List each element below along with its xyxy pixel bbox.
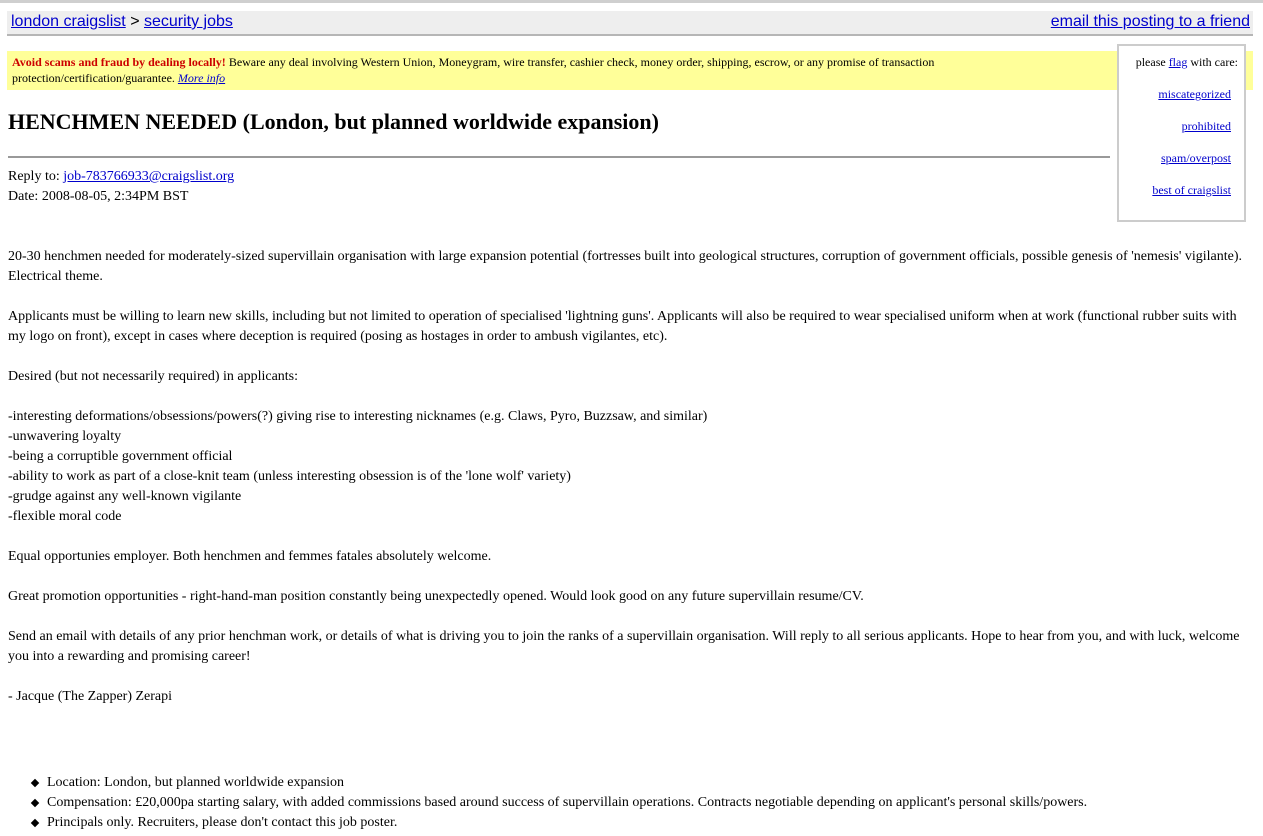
list-item: -interesting deformations/obsessions/powers(?) giving rise to interesting nicknames (e.g. Claws, Pyro, Buzzsaw, and similar) — [8, 409, 708, 424]
signature: - Jacque (The Zapper) Zerapi — [8, 689, 173, 704]
scam-warning — [7, 51, 1253, 90]
flag-box — [1117, 44, 1246, 222]
body-paragraph: Applicants must be willing to learn new skills, including but not limited to operation of specialised 'lightning guns'. Applicants will also be required to wear specialised uniform when at work (functional rubber suits with my logo on front), except in cases where deception is required (posing as hostages in order to ambush vigilantes, etc). — [8, 309, 1237, 344]
scam-warning-text: Beware any deal involving Western Union, Moneygram, wire transfer, cashier check, money order, shipping, escrow, or any promise of transaction protection/certification/guarantee. — [12, 55, 935, 85]
body-paragraph: Desired (but not necessarily required) in applicants: — [8, 369, 299, 384]
list-item: -ability to work as part of a close-knit team (unless interesting obsession is of the 'lone wolf' variety) — [8, 469, 571, 484]
flag-prefix: please — [1135, 55, 1166, 69]
detail-text: Compensation: £20,000pa starting salary, with added commissions based around success of supervillain operations. Contracts negotiable depending on applicant's personal skills/powers. — [47, 795, 1088, 810]
top-border — [0, 0, 1263, 3]
list-item: -grudge against any well-known vigilante — [8, 489, 242, 504]
reply-email-link[interactable]: job-783766933@craigslist.org — [63, 169, 235, 184]
flag-prohibited-link[interactable]: prohibited — [1181, 119, 1231, 133]
detail-item — [47, 773, 1087, 793]
body-paragraph: 20-30 henchmen needed for moderately-sized supervillain organisation with large expansion potential (fortresses built into geological structures, corruption of government officials, possible genesis of 'nemesis' vigilante). Electrical theme. — [8, 249, 1243, 284]
flag-suffix: with care: — [1190, 55, 1238, 69]
breadcrumb-bar — [7, 11, 1253, 36]
desired-list — [8, 407, 1258, 527]
title-divider — [8, 156, 1110, 158]
flag-header — [1136, 55, 1238, 70]
reply-label: Reply to: — [8, 169, 60, 184]
posting-details — [47, 773, 1087, 833]
email-to-friend-link[interactable]: email this posting to a friend — [1050, 13, 1250, 30]
more-info-link[interactable]: More info — [177, 71, 226, 85]
detail-item — [47, 793, 1087, 813]
breadcrumb-section-link[interactable]: security jobs — [143, 13, 233, 30]
bullet-icon — [31, 799, 39, 807]
posting-body — [8, 247, 1258, 727]
breadcrumb-site-link[interactable]: london craigslist — [11, 13, 126, 30]
best-of-craigslist-link[interactable]: best of craigslist — [1152, 183, 1231, 197]
bullet-icon — [31, 779, 39, 787]
breadcrumb — [11, 13, 233, 31]
scam-warning-headline: Avoid scams and fraud by dealing locally! — [12, 55, 226, 69]
body-paragraph: Equal opportunies employer. Both henchmen and femmes fatales absolutely welcome. — [8, 549, 492, 564]
posting-title: HENCHMEN NEEDED (London, but planned worldwide expansion) — [8, 109, 659, 134]
body-paragraph: Send an email with details of any prior henchman work, or details of what is driving you to join the ranks of a supervillain organisation. Will reply to all serious applicants. Hope to hear from you, and with luck, welcome you into a rewarding and promising career! — [8, 629, 1240, 664]
detail-text: Principals only. Recruiters, please don't contact this job poster. — [47, 815, 398, 830]
posting-meta — [8, 167, 234, 207]
flag-link[interactable]: flag — [1168, 55, 1188, 69]
flag-miscategorized-link[interactable]: miscategorized — [1158, 87, 1231, 101]
list-item: -flexible moral code — [8, 509, 122, 524]
bullet-icon — [31, 819, 39, 827]
detail-text: Location: London, but planned worldwide expansion — [47, 775, 345, 790]
breadcrumb-separator: > — [130, 13, 140, 30]
list-item: -being a corruptible government official — [8, 449, 233, 464]
date-value: 2008-08-05, 2:34PM BST — [41, 189, 189, 204]
date-label: Date: — [8, 189, 39, 204]
list-item: -unwavering loyalty — [8, 429, 122, 444]
body-paragraph: Great promotion opportunities - right-hand-man position constantly being unexpectedly opened. Would look good on any future supervillain resume/CV. — [8, 589, 864, 604]
detail-item — [47, 813, 1087, 833]
flag-spam-link[interactable]: spam/overpost — [1161, 151, 1231, 165]
